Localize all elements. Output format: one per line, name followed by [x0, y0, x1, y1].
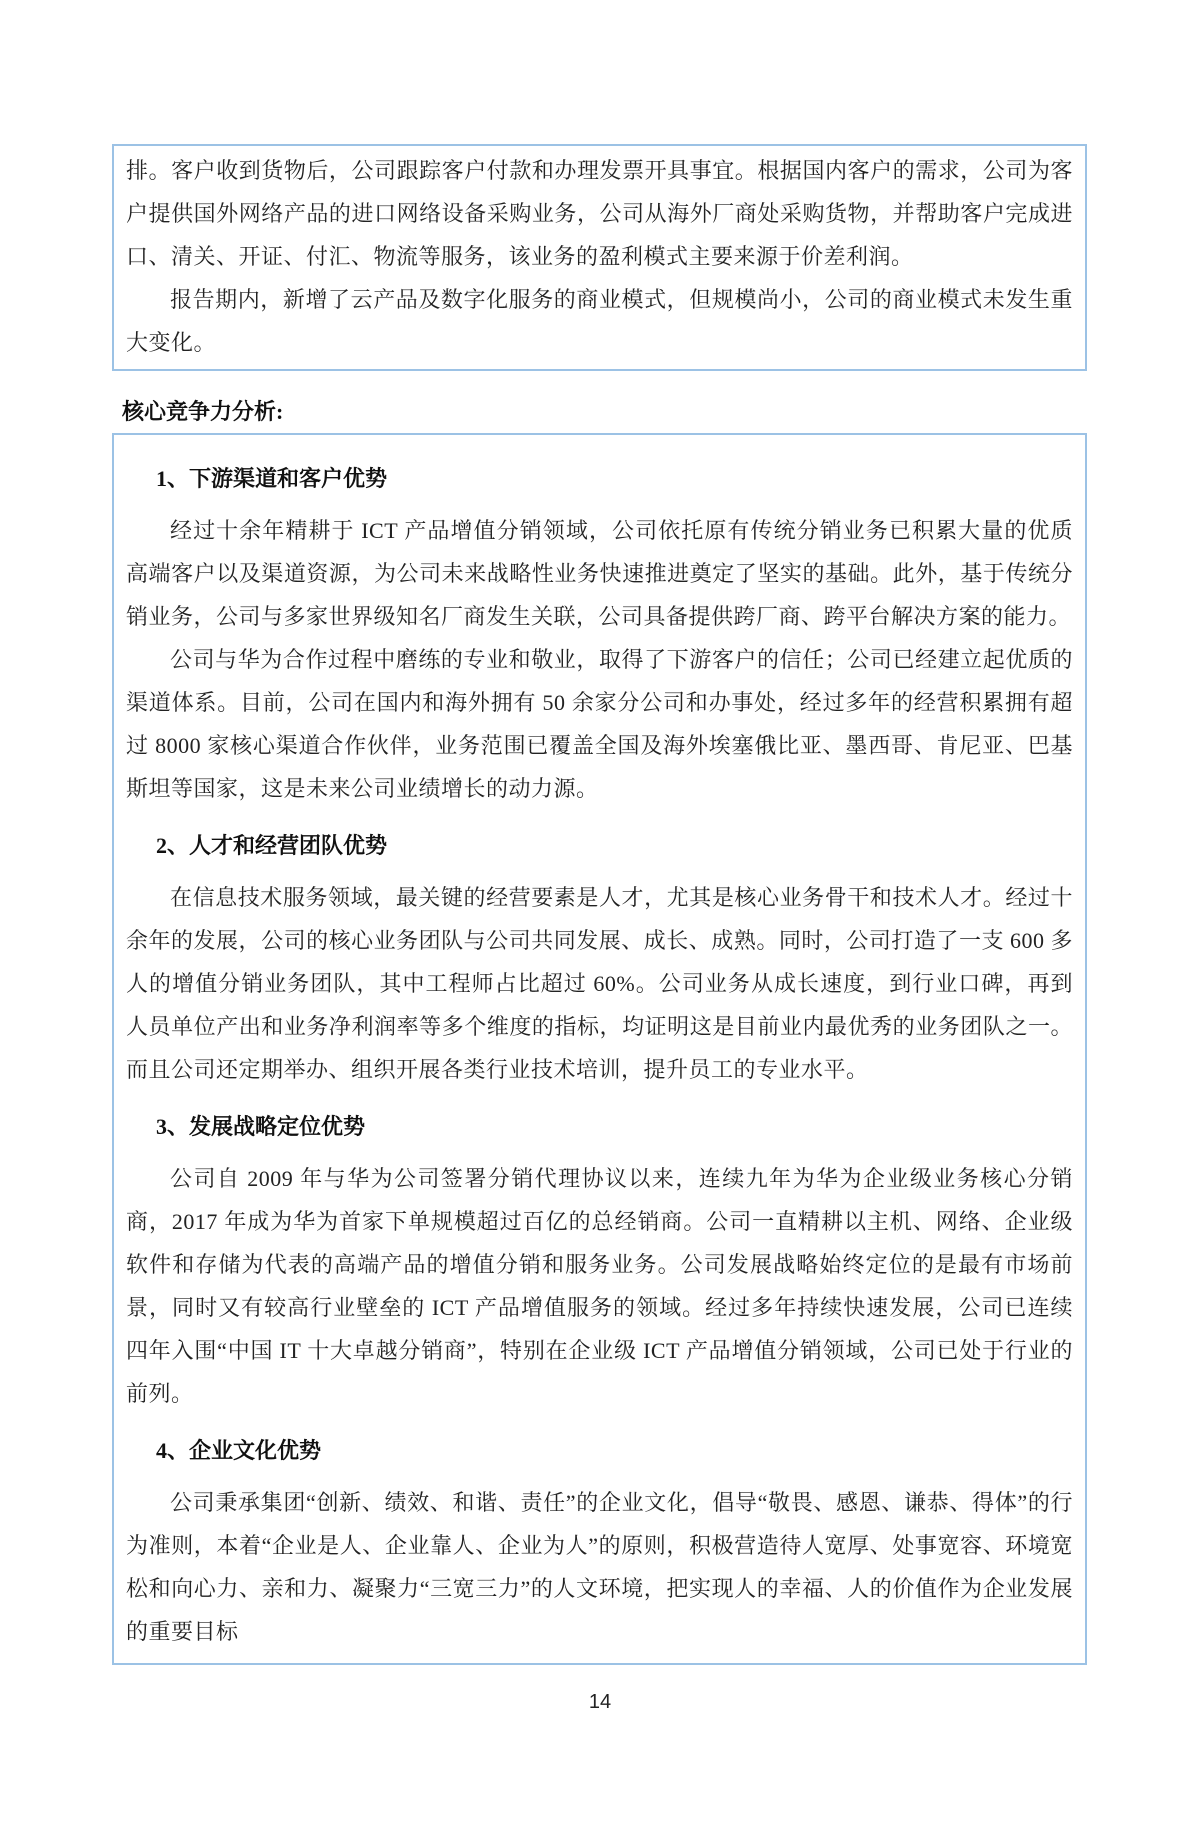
section-1-paragraph: 公司与华为合作过程中磨练的专业和敬业，取得了下游客户的信任；公司已经建立起优质的渠道体系。目前，公司在国内和海外拥有 50 余家分公司和办事处，经过多年的经营积累拥有超过 8000 家核心渠道合作伙伴，业务范围已覆盖全国及海外埃塞俄比亚、墨西哥、肯尼亚、巴基斯坦等国家，这是未来公司业绩增长的动力源。 [126, 647, 1073, 801]
business-model-paragraph-continued: 排。客户收到货物后，公司跟踪客户付款和办理发票开具事宜。根据国内客户的需求，公司为客户提供国外网络产品的进口网络设备采购业务，公司从海外厂商处采购货物，并帮助客户完成进口、清关、开证、付汇、物流等服务，该业务的盈利模式主要来源于价差利润。 [126, 158, 1073, 269]
section-1-paragraph: 经过十余年精耕于 ICT 产品增值分销领域，公司依托原有传统分销业务已积累大量的优质高端客户以及渠道资源，为公司未来战略性业务快速推进奠定了坚实的基础。此外，基于传统分销业务，公司与多家世界级知名厂商发生关联，公司具备提供跨厂商、跨平台解决方案的能力。 [126, 518, 1073, 629]
section-3-paragraph: 公司自 2009 年与华为公司签署分销代理协议以来，连续九年为华为企业级业务核心分销商，2017 年成为华为首家下单规模超过百亿的总经销商。公司一直精耕以主机、网络、企业级软件和存储为代表的高端产品的增值分销和服务业务。公司发展战略始终定位的是最有市场前景，同时又有较高行业壁垒的 ICT 产品增值服务的领域。经过多年持续快速发展，公司已连续四年入围“中国 IT 十大卓越分销商”，特别在企业级 ICT 产品增值分销领域，公司已处于行业的前列。 [126, 1166, 1073, 1406]
page-number: 14 [588, 1691, 612, 1713]
section-2-paragraph: 在信息技术服务领域，最关键的经营要素是人才，尤其是核心业务骨干和技术人才。经过十余年的发展，公司的核心业务团队与公司共同发展、成长、成熟。同时，公司打造了一支 600 多人的增值分销业务团队，其中工程师占比超过 60%。公司业务从成长速度，到行业口碑，再到人员单位产出和业务净利润率等多个维度的指标，均证明这是目前业内最优秀的业务团队之一。而且公司还定期举办、组织开展各类行业技术培训，提升员工的专业水平。 [126, 885, 1073, 1082]
business-model-box [112, 144, 1087, 371]
business-model-paragraph-report-period: 报告期内，新增了云产品及数字化服务的商业模式，但规模尚小，公司的商业模式未发生重大变化。 [126, 287, 1073, 355]
core-competitiveness-heading: 核心竞争力分析: [122, 399, 284, 424]
document-page [0, 144, 1200, 1841]
section-2-title: 2、人才和经营团队优势 [156, 833, 388, 858]
section-4-paragraph: 公司秉承集团“创新、绩效、和谐、责任”的企业文化，倡导“敬畏、感恩、谦恭、得体”的行为准则，本着“企业是人、企业靠人、企业为人”的原则，积极营造待人宽厚、处事宽容、环境宽松和向心力、亲和力、凝聚力“三宽三力”的人文环境，把实现人的幸福、人的价值作为企业发展的重要目标 [126, 1490, 1073, 1644]
section-3-title: 3、发展战略定位优势 [156, 1114, 366, 1139]
core-competitiveness-box [112, 433, 1087, 1665]
section-4-title: 4、企业文化优势 [156, 1438, 322, 1463]
section-1-title: 1、下游渠道和客户优势 [156, 466, 388, 491]
